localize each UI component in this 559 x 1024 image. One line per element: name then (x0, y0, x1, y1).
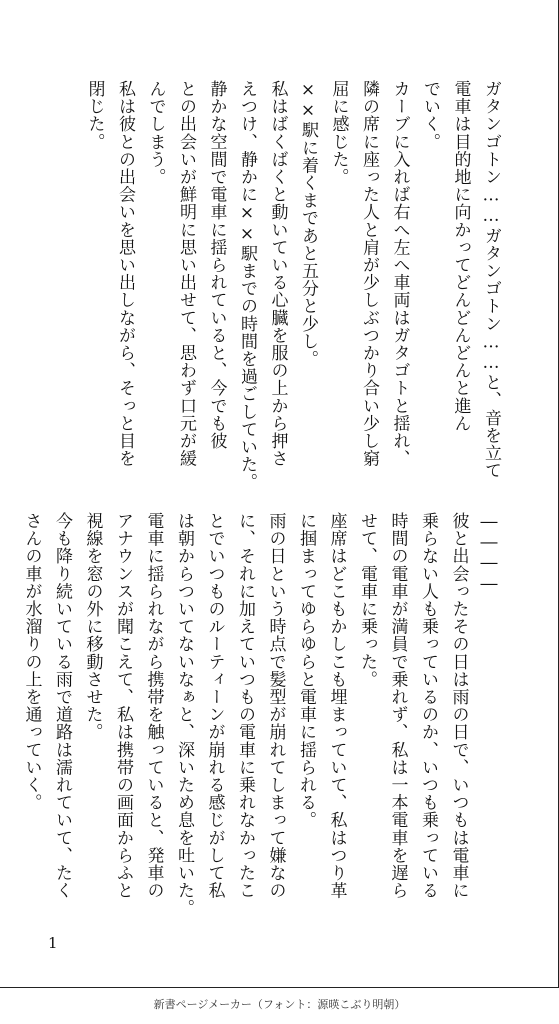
lower-text-block (16, 512, 504, 917)
text-line: えつけ、静かに××駅までの時間を過ごしていた。 (237, 80, 257, 491)
upper-text-block (79, 80, 506, 491)
section-separator: ―――― (479, 512, 499, 595)
text-line: 電車は目的地に向かってどんどんどんと進ん (450, 80, 471, 432)
text-line: 私はばくばくと動いている心臓を服の上から押さ (267, 80, 288, 468)
text-line: 時間の電車が満員で乗れず、私は一本電車を遅ら (387, 512, 408, 900)
footer-credit: 新書ページメーカー（フォント：源暎こぶり明朝） (153, 998, 406, 1011)
text-line: 雨の日という時点で髪型が崩れてしまって嫌なの (265, 512, 286, 900)
text-line: 隣の席に座った人と肩が少しぶつかり合い少し窮 (359, 80, 379, 468)
text-line: 彼と出会ったその日は雨の日で、いつもは電車に (448, 512, 469, 900)
text-line: 電車に揺られながら携帯を触っていると、発車の (143, 512, 164, 900)
text-line: との出会いが鮮明に思い出せて、思わず口元が緩 (176, 80, 196, 468)
page-number: 1 (48, 934, 58, 952)
text-line: に掴まってゆらゆらと電車に揺られる。 (296, 512, 316, 829)
text-line: 乗らない人も乗っているのか、いつも乗っている (418, 512, 438, 900)
text-line: 私は彼との出会いを思い出しながら、そっと目を (115, 80, 135, 468)
text-line: ガタンゴトン……ガタンゴトン……と、音を立て (481, 80, 501, 480)
text-line: せて、電車に乗った。 (357, 512, 377, 688)
text-line: さんの車が水溜りの上を通っていく。 (21, 512, 42, 812)
text-line: アナウンスが聞こえて、私は携帯の画面からふと (113, 512, 133, 900)
text-line: 座席はどこもかしこも埋まっていて、私はつり革 (326, 512, 347, 900)
text-line: んでしまう。 (145, 80, 166, 186)
text-line: 閉じた。 (84, 80, 105, 151)
text-line: 屈に感じた。 (328, 80, 349, 186)
text-line: ××駅に着くまであと五分と少し。 (298, 80, 318, 368)
text-line: に、それに加えていつもの電車に乗れなかったこ (235, 512, 255, 900)
text-line: 視線を窓の外に移動させた。 (82, 512, 103, 741)
text-line: でいく。 (420, 80, 440, 151)
text-line: 今も降り続いている雨で道路は濡れていて、たく (52, 512, 72, 900)
text-line: とでいつものルーティーンが崩れる感じがして私 (204, 512, 225, 900)
text-line: 静かな空間で電車に揺られていると、今でも彼 (206, 80, 227, 450)
text-line: カーブに入れば右へ左へ車両はガタゴトと揺れ、 (389, 80, 410, 468)
text-line: は朝からついてないなぁと、深いため息を吐いた。 (174, 512, 194, 917)
